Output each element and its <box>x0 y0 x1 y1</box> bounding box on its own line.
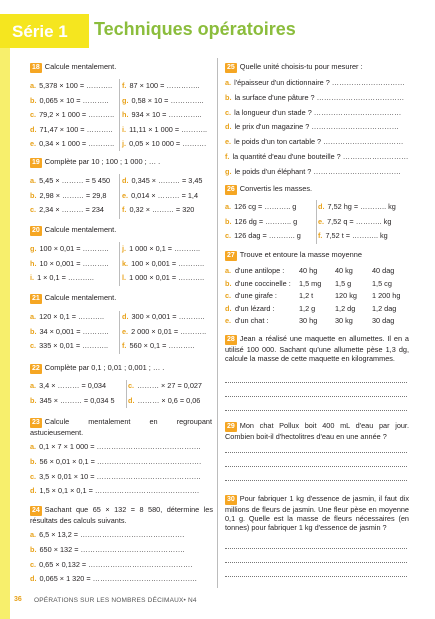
item-letter: f. <box>318 231 323 240</box>
exercise-number-badge: 22 <box>30 364 42 374</box>
item-letter: f. <box>122 205 127 214</box>
page-number: 36 <box>14 596 22 603</box>
item-letter: e. <box>122 190 129 200</box>
item-expression: 7,52 q = ……….. kg <box>327 216 392 226</box>
item-expression: le poids d'un ton cartable ? …………………………… <box>234 137 404 147</box>
calc-row <box>30 458 201 467</box>
item-expression: 3,5 × 0,01 × 10 = ……………………………………. <box>39 471 201 481</box>
animal-label: d'un chat : <box>235 316 269 326</box>
item-expression: 560 × 0,1 = ……….. <box>129 341 195 350</box>
mass-option[interactable]: 40 dag <box>372 266 395 275</box>
item-letter: c. <box>128 381 135 390</box>
calc-row <box>30 473 201 482</box>
animal-label: d'un lézard : <box>235 303 275 313</box>
exercise-21-title <box>30 294 116 304</box>
exercise-24-title <box>30 505 213 525</box>
exercise-number-badge: 27 <box>225 251 237 261</box>
item-expression: 0,58 × 10 = ………….. <box>131 95 204 105</box>
calc-row <box>122 97 204 106</box>
conversion-row <box>318 203 396 212</box>
calc-row <box>30 443 201 452</box>
item-expression: 650 × 132 = ……………………………………. <box>39 544 185 554</box>
exercise-20-title <box>30 226 116 236</box>
item-expression: 5,378 × 100 = ……….. <box>39 81 113 90</box>
calc-row <box>122 192 198 201</box>
item-expression: 0,014 × ……… = 1,4 <box>131 190 199 200</box>
item-letter: c. <box>30 559 37 569</box>
item-letter: d. <box>30 124 37 134</box>
item-expression: 120 × 0,1 = ……….. <box>39 312 104 321</box>
item-expression: 100 × 0,01 = ……….. <box>39 244 109 253</box>
item-expression: 345 × ……… = 0,034 5 <box>39 395 115 405</box>
item-letter: b. <box>30 395 37 405</box>
exercise-instruction: Trouve et entoure la masse moyenne <box>239 250 362 259</box>
item-expression: 6,5 × 13,2 = ……………………………………. <box>39 530 185 539</box>
item-letter: h. <box>122 110 129 119</box>
item-expression: la surface d'une pâture ? ……………………………… <box>234 92 405 102</box>
item-letter: c. <box>30 341 37 350</box>
item-expression: 56 × 0,01 × 0,1 = ……………………………………. <box>39 456 202 466</box>
item-letter: i. <box>122 124 127 134</box>
item-expression: 3,4 × ……… = 0,034 <box>39 381 107 390</box>
exercise-instruction: Complète par 10 ; 100 ; 1 000 ; … . <box>44 157 161 166</box>
exercise-instruction: Calcule mentalement. <box>44 225 117 234</box>
item-expression: ……… × 0,6 = 0,06 <box>137 395 201 405</box>
mass-option[interactable]: 1,5 cg <box>372 278 392 288</box>
calc-row <box>30 561 192 570</box>
item-expression: 2,98 × ……… = 29,8 <box>39 190 107 200</box>
calc-row <box>30 260 108 269</box>
calc-row <box>30 397 115 406</box>
item-letter: a. <box>30 442 37 451</box>
calc-row <box>30 245 108 254</box>
calc-row <box>30 82 112 91</box>
item-expression: 100 × 0,001 = ……….. <box>131 258 205 268</box>
page-header <box>0 0 435 48</box>
calc-row <box>30 274 94 283</box>
exercise-instruction: Calcule mentalement. <box>44 293 117 302</box>
item-letter: b. <box>225 92 232 102</box>
item-expression: 79,2 × 1 000 = ……….. <box>39 110 115 119</box>
item-letter: d. <box>122 176 129 185</box>
exercise-instruction: Calcule mentalement en regroupant astucieusement. <box>30 417 212 438</box>
calc-row <box>30 192 106 201</box>
item-expression: 2 000 × 0,01 = ……….. <box>131 326 207 336</box>
calc-row <box>30 575 197 584</box>
item-expression: 34 × 0,001 = ……….. <box>39 326 109 336</box>
item-letter: a. <box>30 530 37 539</box>
item-letter: b. <box>30 326 37 336</box>
item-letter: c. <box>30 110 37 119</box>
exercise-22-title <box>30 364 164 374</box>
exercise-number-badge: 21 <box>30 294 42 304</box>
column-divider <box>217 58 218 588</box>
calc-row <box>122 328 206 337</box>
animal-label: d'une girafe : <box>235 291 277 301</box>
calc-row <box>30 546 185 555</box>
page-title: Techniques opératoires <box>94 19 296 39</box>
item-letter: j. <box>122 244 127 253</box>
item-expression: 126 cg = ……….. g <box>234 202 297 211</box>
item-expression: 87 × 100 = ………….. <box>129 81 200 90</box>
conversion-row <box>318 218 391 227</box>
left-margin-bar <box>0 48 10 619</box>
exercise-number-badge: 19 <box>30 158 42 168</box>
item-letter: b. <box>30 456 37 466</box>
item-letter: c. <box>225 291 232 301</box>
row-divider <box>119 174 120 219</box>
exercise-number-badge: 30 <box>225 495 237 505</box>
item-letter: d. <box>225 122 232 132</box>
answer-line[interactable] <box>225 480 407 481</box>
mass-option[interactable]: 1,5 g <box>335 278 352 288</box>
exercise-23-title <box>30 417 212 437</box>
item-expression: 0,345 × ……… = 3,45 <box>131 176 203 185</box>
item-expression: 300 × 0,001 = ……….. <box>131 312 205 321</box>
exercise-number-badge: 25 <box>225 63 237 73</box>
question-row <box>225 153 408 162</box>
exercise-instruction: Convertis les masses. <box>239 184 313 193</box>
exercise-text: Mon chat Pollux boit 400 mL d'eau par jour. Combien boit-il d'hectolitres d'eau en une année ? <box>225 421 409 442</box>
calc-row <box>30 206 104 215</box>
item-expression: la quantité d'eau d'une bouteille ? ……………………… <box>232 152 409 161</box>
item-expression: 1,5 × 0,1 × 0,1 = ……………………………………. <box>39 486 200 496</box>
mass-option[interactable]: 30 hg <box>299 316 318 326</box>
item-letter: a. <box>225 202 232 211</box>
answer-line[interactable] <box>225 576 407 577</box>
item-expression: 126 dg = ……….. g <box>234 216 298 226</box>
item-letter: d. <box>30 574 37 584</box>
item-expression: 71,47 × 100 = ……….. <box>39 124 113 134</box>
exercise-number-badge: 24 <box>30 506 42 516</box>
item-letter: g. <box>225 166 232 176</box>
mass-option[interactable]: 1 200 hg <box>372 291 401 301</box>
item-letter: i. <box>30 273 35 282</box>
item-letter: b. <box>225 216 232 226</box>
item-letter: e. <box>225 137 232 147</box>
calc-row <box>30 177 110 186</box>
mass-option[interactable]: 40 hg <box>299 266 318 275</box>
question-row <box>225 94 404 103</box>
footer-chapter: OPÉRATIONS SUR LES NOMBRES DÉCIMAUX• N4 <box>34 597 197 604</box>
exercise-instruction: Sachant que 65 × 132 = 8 580, détermine les résultats des calculs suivants. <box>30 505 213 526</box>
calc-row <box>122 206 194 215</box>
item-letter: g. <box>122 95 129 105</box>
mass-option[interactable]: 1,2 t <box>299 291 314 301</box>
calc-row <box>122 313 205 322</box>
conversion-row <box>225 232 301 241</box>
calc-row <box>30 111 114 120</box>
exercise-28-statement <box>225 334 409 363</box>
calc-row <box>30 97 108 106</box>
question-row <box>225 168 401 177</box>
row-divider <box>316 200 317 244</box>
item-letter: j. <box>122 139 127 148</box>
calc-row <box>30 126 113 135</box>
item-letter: c. <box>30 205 37 214</box>
item-expression: l'épaisseur d'un dictionnaire ? ………………………… <box>234 78 405 87</box>
item-letter: e. <box>318 216 325 226</box>
item-letter: c. <box>225 107 232 117</box>
exercise-text: Pour fabriquer 1 kg d'essence de jasmin, il faut dix millions de fleurs de jasmin. Une fleur pèse en moyenne 0,1 g. Quelle est la masse de fleurs nécessaires (en tonnes) pour fabriquer 1 kg d'essence de jasmin ? <box>225 494 409 533</box>
calc-row <box>122 274 204 283</box>
item-expression: 335 × 0,01 = ……….. <box>39 341 109 350</box>
item-expression: 1 000 × 0,1 = ……….. <box>129 244 201 253</box>
item-expression: 11,11 × 1 000 = ……….. <box>129 124 208 134</box>
item-expression: 1 000 × 0,01 = ……….. <box>129 273 205 282</box>
item-expression: le poids d'un éléphant ? ……………………………… <box>234 166 401 176</box>
exercise-26-title <box>225 185 312 195</box>
item-expression: 0,065 × 1 320 = ……………………………………. <box>39 574 197 584</box>
mass-option[interactable]: 1,2 g <box>299 303 316 313</box>
item-expression: 126 dag = ……….. g <box>234 231 301 240</box>
item-letter: k. <box>122 258 129 268</box>
exercise-30-statement <box>225 494 409 532</box>
item-letter: b. <box>30 544 37 554</box>
exercise-instruction: Quelle unité choisis-tu pour mesurer : <box>239 62 363 71</box>
item-letter: f. <box>122 341 127 350</box>
item-letter: d. <box>128 395 135 405</box>
item-expression: ……… × 27 = 0,027 <box>137 381 202 390</box>
exercise-text: Jean a réalisé une maquette en allumettes. Il en a utilisé 100 000. Sachant qu'une allumette pèse 1,3 dg, calcule la masse de cette maquette en kilogrammes. <box>225 334 409 364</box>
item-expression: 934 × 10 = ………….. <box>131 110 202 119</box>
exercise-instruction: Calcule mentalement. <box>44 62 117 71</box>
calc-row <box>30 342 108 351</box>
item-expression: 0,32 × ……… = 320 <box>129 205 195 214</box>
calc-row <box>122 111 202 120</box>
mass-option[interactable]: 1,5 mg <box>299 278 322 288</box>
mass-option[interactable]: 1,2 dg <box>335 303 356 313</box>
calc-row <box>122 177 202 186</box>
item-expression: 5,45 × ……… = 5 450 <box>39 176 111 185</box>
calc-row <box>30 382 106 391</box>
item-letter: d. <box>122 312 129 321</box>
answer-line[interactable] <box>225 562 407 563</box>
row-divider <box>126 380 127 408</box>
item-letter: c. <box>225 231 232 240</box>
conversion-row <box>225 203 296 212</box>
item-expression: 0,65 × 0,132 = ……………………………………. <box>39 559 193 569</box>
item-letter: g. <box>30 244 37 253</box>
item-expression: 1 × 0,1 = ……….. <box>37 273 94 282</box>
calc-row <box>128 382 202 391</box>
calc-row <box>128 397 200 406</box>
question-row <box>225 109 401 118</box>
mass-option[interactable]: 40 kg <box>335 266 353 275</box>
item-letter: a. <box>30 81 37 90</box>
item-letter: h. <box>30 258 37 268</box>
item-letter: d. <box>30 486 37 496</box>
question-row <box>225 123 399 132</box>
question-row <box>225 138 403 147</box>
calc-row <box>30 531 184 540</box>
calc-row <box>122 342 194 351</box>
exercise-19-title <box>30 158 160 168</box>
answer-line[interactable] <box>225 466 407 467</box>
exercise-25-title <box>225 63 363 73</box>
calc-row <box>122 140 206 149</box>
answer-line[interactable] <box>225 382 407 383</box>
calc-row <box>30 328 108 337</box>
item-letter: a. <box>30 381 37 390</box>
mass-option[interactable]: 30 kg <box>335 316 353 326</box>
exercise-number-badge: 26 <box>225 185 237 195</box>
item-letter: b. <box>30 190 37 200</box>
animal-label: d'une coccinelle : <box>235 278 291 288</box>
serie-label: Série 1 <box>12 22 68 41</box>
calc-row <box>122 260 204 269</box>
animal-label: d'une antilope : <box>235 266 285 275</box>
exercise-number-badge: 20 <box>30 226 42 236</box>
item-expression: 10 × 0,001 = ……….. <box>39 258 109 268</box>
item-expression: 2,34 × ……… = 234 <box>39 205 104 214</box>
exercise-29-statement <box>225 421 409 441</box>
item-letter: d. <box>318 202 325 211</box>
exercise-number-badge: 23 <box>30 418 42 428</box>
item-letter: d. <box>225 303 232 313</box>
item-letter: a. <box>30 312 37 321</box>
item-letter: b. <box>225 278 232 288</box>
exercise-number-badge: 28 <box>225 335 237 345</box>
calc-row <box>30 140 114 149</box>
item-letter: a. <box>225 78 232 87</box>
calc-row <box>30 487 199 496</box>
exercise-number-badge: 18 <box>30 63 42 73</box>
exercise-number-badge: 29 <box>225 422 237 432</box>
item-letter: e. <box>225 316 232 326</box>
answer-line[interactable] <box>225 410 407 411</box>
item-letter: e. <box>30 139 37 148</box>
item-expression: 0,05 × 10 000 = ………. <box>129 139 207 148</box>
row-divider <box>119 311 120 354</box>
calc-row <box>122 245 200 254</box>
item-letter: f. <box>122 81 127 90</box>
item-expression: 0,34 × 1 000 = ……….. <box>39 139 115 148</box>
exercise-18-title <box>30 63 116 73</box>
answer-line[interactable] <box>225 396 407 397</box>
exercise-instruction: Complète par 0,1 ; 0,01 ; 0,001 ; … . <box>44 363 165 372</box>
row-divider <box>119 79 120 151</box>
item-expression: le prix d'un magazine ? ……………………………… <box>234 122 399 132</box>
mass-option[interactable]: 120 kg <box>335 291 357 301</box>
item-letter: f. <box>225 152 230 161</box>
item-expression: 7,52 hg = ……….. kg <box>327 202 396 211</box>
item-expression: 0,065 × 10 = ……….. <box>39 95 109 105</box>
row-divider <box>119 242 120 286</box>
calc-row <box>122 126 207 135</box>
item-letter: c. <box>30 471 37 481</box>
item-letter: e. <box>122 326 129 336</box>
mass-option[interactable]: 1,2 dag <box>372 303 397 313</box>
item-letter: a. <box>225 266 232 275</box>
item-letter: l. <box>122 273 127 282</box>
calc-row <box>122 82 200 91</box>
question-row <box>225 79 405 88</box>
item-expression: 0,1 × 7 × 1 000 = ……………………………………. <box>39 442 201 451</box>
item-expression: 7,52 t = ……….. kg <box>325 231 388 240</box>
conversion-row <box>318 232 388 241</box>
item-letter: a. <box>30 176 37 185</box>
answer-line[interactable] <box>225 452 407 453</box>
exercise-27-title <box>225 251 362 261</box>
item-expression: la longueur d'un stade ? ……………………………… <box>234 107 402 117</box>
calc-row <box>30 313 104 322</box>
item-letter: b. <box>30 95 37 105</box>
mass-option[interactable]: 30 dag <box>372 316 395 326</box>
answer-line[interactable] <box>225 548 407 549</box>
conversion-row <box>225 218 297 227</box>
